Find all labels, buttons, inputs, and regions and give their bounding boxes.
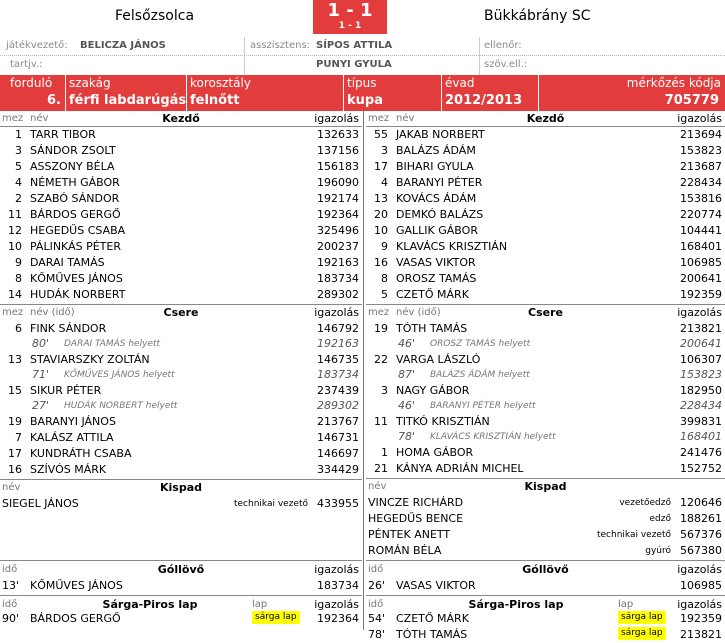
player-row — [0, 255, 362, 271]
player-id: 146792 — [317, 322, 359, 335]
col-header-id: igazolás — [677, 112, 722, 125]
bench-name: VINCZE RICHÁRD — [368, 496, 464, 509]
goals-header — [0, 562, 362, 578]
player-row — [0, 239, 362, 255]
player-name: KUNDRÁTH CSABA — [30, 447, 132, 460]
away-team-name: Bükkábrány SC — [484, 8, 591, 24]
sub-detail-row — [0, 398, 362, 414]
col-header-time: idő — [2, 564, 18, 575]
player-id: 200641 — [680, 272, 722, 285]
goals-header — [366, 562, 725, 578]
player-number: 5 — [381, 288, 388, 301]
player-id: 156183 — [317, 160, 359, 173]
sub-row — [0, 430, 362, 446]
col-header-name: név — [368, 481, 387, 492]
sub-minute: 71' — [32, 368, 50, 381]
player-id: 213687 — [680, 160, 722, 173]
info-branch: szakág férfi labdarúgás — [66, 75, 187, 111]
player-id: 213767 — [317, 415, 359, 428]
referee-label: játékvezető: — [6, 40, 68, 51]
card-player: BÁRDOS GERGŐ — [30, 612, 121, 625]
sub-replaced-note: KLAVÁCS KRISZTIÁN helyett — [430, 432, 556, 442]
section-title-goals: Góllövő — [157, 563, 205, 576]
card-row — [366, 627, 725, 643]
player-name: NAGY GÁBOR — [396, 384, 470, 397]
player-name: KÁNYA ADRIÁN MICHEL — [396, 462, 524, 475]
assistant2-name: PUNYI GYULA — [316, 59, 392, 70]
bench-header — [366, 479, 725, 495]
player-id: 220774 — [680, 208, 722, 221]
bench-name: ROMÁN BÉLA — [368, 544, 442, 557]
player-number: 13 — [374, 192, 388, 205]
col-header-name: név — [396, 113, 415, 124]
player-row — [366, 287, 725, 303]
player-id: 146735 — [317, 353, 359, 366]
player-name: BALÁZS ÁDÁM — [396, 144, 476, 157]
player-name: STAVIARSZKY ZOLTÁN — [30, 353, 150, 366]
player-row — [0, 271, 362, 287]
player-id: 182950 — [680, 384, 722, 397]
match-info-bar — [0, 75, 725, 111]
sub-row — [0, 446, 362, 462]
bench-row — [366, 543, 725, 559]
player-id: 137156 — [317, 144, 359, 157]
player-id: 399831 — [680, 415, 722, 428]
sub-replaced-id: 153823 — [680, 368, 722, 381]
player-number: 12 — [8, 224, 22, 237]
sub-row — [366, 352, 725, 368]
score-box — [313, 0, 387, 34]
section-title-starters: Kezdő — [526, 112, 565, 125]
sub-row — [366, 321, 725, 337]
player-id: 106985 — [680, 256, 722, 269]
player-name: PÁLINKÁS PÉTER — [30, 240, 121, 253]
player-name: VASAS VIKTOR — [396, 256, 476, 269]
goal-scorer: KŐMŰVES JÁNOS — [30, 579, 123, 592]
col-header-mez: mez — [368, 307, 390, 318]
bench-role: technikai vezető — [596, 530, 671, 540]
player-name: SZABÓ SÁNDOR — [30, 192, 120, 205]
sub-row — [366, 414, 725, 430]
halftime-score: 1 - 1 — [338, 21, 362, 31]
player-name: SÁNDOR ZSOLT — [30, 144, 116, 157]
player-number: 15 — [8, 384, 22, 397]
card-minute: 54' — [368, 612, 386, 625]
player-number: 3 — [381, 144, 388, 157]
player-id: 289302 — [317, 288, 359, 301]
goal-scorer-id: 183734 — [317, 579, 359, 592]
section-title-bench: Kispad — [524, 480, 567, 493]
assistant-label: asszisztens: — [250, 40, 311, 51]
card-minute: 90' — [2, 612, 20, 625]
player-name: BARANYI PÉTER — [396, 176, 483, 189]
col-header-id: igazolás — [314, 306, 359, 319]
sub-row — [0, 352, 362, 368]
sub-row — [0, 414, 362, 430]
section-title-starters: Kezdő — [162, 112, 200, 125]
officials-block — [0, 37, 725, 75]
card-player: TÓTH TAMÁS — [396, 628, 468, 641]
col-header-id: igazolás — [677, 598, 722, 611]
player-number: 1 — [15, 128, 22, 141]
yellow-card-badge: sárga lap — [618, 611, 666, 624]
sub-replaced-id: 183734 — [317, 368, 359, 381]
player-name: KALÁSZ ATTILA — [30, 431, 114, 444]
bench-id: 120646 — [680, 496, 722, 509]
player-id: 241476 — [680, 446, 722, 459]
player-number: 16 — [374, 256, 388, 269]
sub-minute: 46' — [398, 399, 416, 412]
col-header-name-time: név (idő) — [396, 307, 441, 318]
player-name: OROSZ TAMÁS — [396, 272, 477, 285]
player-name: TITKÓ KRISZTIÁN — [396, 415, 490, 428]
bench-name: HEGEDŰS BENCE — [368, 512, 464, 525]
section-title-bench: Kispad — [159, 481, 202, 494]
col-header-card: lap — [618, 599, 634, 610]
final-score: 1 - 1 — [327, 0, 373, 21]
goal-row — [366, 578, 725, 594]
player-id: 192174 — [317, 192, 359, 205]
controller-label: ellenőr: — [484, 40, 522, 51]
player-number: 14 — [8, 288, 22, 301]
player-number: 10 — [8, 240, 22, 253]
bench-row — [366, 495, 725, 511]
player-number: 6 — [15, 322, 22, 335]
player-id: 237439 — [317, 384, 359, 397]
player-name: BÁRDOS GERGŐ — [30, 208, 121, 221]
bench-header — [0, 480, 362, 496]
sub-replaced-id: 192163 — [317, 337, 359, 350]
col-header-mez: mez — [2, 113, 24, 124]
player-id: 192163 — [317, 256, 359, 269]
goal-minute: 26' — [368, 579, 386, 592]
player-name: BIHARI GYULA — [396, 160, 474, 173]
sub-row — [0, 383, 362, 399]
tartjv-label: tartjv.: — [10, 59, 43, 70]
player-number: 3 — [15, 144, 22, 157]
away-panel — [366, 111, 725, 641]
player-number: 19 — [8, 415, 22, 428]
card-player-id: 192364 — [317, 612, 359, 625]
player-name: DARAI TAMÁS — [30, 256, 105, 269]
col-header-id: igazolás — [314, 563, 359, 576]
player-id: 106307 — [680, 353, 722, 366]
player-row — [0, 207, 362, 223]
info-type: típus kupa — [344, 75, 442, 111]
player-number: 9 — [381, 240, 388, 253]
player-name: TÓTH TAMÁS — [396, 322, 468, 335]
bench-row — [0, 496, 362, 512]
player-number: 17 — [374, 160, 388, 173]
bench-id: 567380 — [680, 544, 722, 557]
sub-replaced-note: OROSZ TAMÁS helyett — [430, 339, 531, 349]
bench-role: technikai vezető — [233, 499, 308, 509]
player-id: 228434 — [680, 176, 722, 189]
player-number: 9 — [15, 256, 22, 269]
player-row — [366, 191, 725, 207]
player-id: 200237 — [317, 240, 359, 253]
player-number: 22 — [374, 353, 388, 366]
home-panel — [0, 111, 362, 630]
sub-row — [0, 462, 362, 478]
info-season: évad 2012/2013 — [442, 75, 539, 111]
player-number: 10 — [374, 224, 388, 237]
sub-replaced-id: 168401 — [680, 430, 722, 443]
col-header-time: idő — [368, 564, 384, 575]
col-header-card: lap — [252, 599, 268, 610]
sub-replaced-note: DARAI TAMÁS helyett — [64, 339, 160, 349]
player-row — [366, 127, 725, 143]
player-id: 192359 — [680, 288, 722, 301]
player-name: FINK SÁNDOR — [30, 322, 107, 335]
sub-minute: 78' — [398, 430, 416, 443]
player-id: 104441 — [680, 224, 722, 237]
subs-header — [0, 305, 362, 321]
player-name: KLAVÁCS KRISZTIÁN — [396, 240, 508, 253]
player-number: 20 — [374, 208, 388, 221]
player-row — [0, 191, 362, 207]
player-number: 4 — [15, 176, 22, 189]
sub-replaced-note: BALÁZS ÁDÁM helyett — [430, 370, 530, 380]
col-header-id: igazolás — [677, 563, 722, 576]
player-name: JAKAB NORBERT — [396, 128, 485, 141]
player-row — [366, 239, 725, 255]
player-id: 132633 — [317, 128, 359, 141]
bench-row — [366, 511, 725, 527]
player-name: CZETŐ MÁRK — [396, 288, 469, 301]
player-id: 153823 — [680, 144, 722, 157]
card-player-id: 213821 — [680, 628, 722, 641]
player-name: KŐMŰVES JÁNOS — [30, 272, 123, 285]
player-number: 4 — [381, 176, 388, 189]
player-name: HEGEDŰS CSABA — [30, 224, 126, 237]
player-row — [0, 143, 362, 159]
player-name: DEMKÓ BALÁZS — [396, 208, 484, 221]
bench-id: 567376 — [680, 528, 722, 541]
player-row — [366, 255, 725, 271]
col-header-mez: mez — [2, 307, 24, 318]
player-number: 1 — [381, 446, 388, 459]
sub-detail-row — [366, 398, 725, 414]
bench-id: 433955 — [317, 497, 359, 510]
player-name: SZÍVÓS MÁRK — [30, 463, 107, 476]
section-title-subs: Csere — [163, 306, 199, 319]
player-id: 334429 — [317, 463, 359, 476]
player-row — [0, 127, 362, 143]
player-number: 11 — [374, 415, 388, 428]
goal-row — [0, 578, 362, 594]
sub-replaced-note: BARANYI PÉTER helyett — [430, 401, 536, 411]
card-minute: 78' — [368, 628, 386, 641]
player-name: HUDÁK NORBERT — [30, 288, 126, 301]
sub-detail-row — [366, 429, 725, 445]
player-number: 3 — [381, 384, 388, 397]
player-number: 17 — [8, 447, 22, 460]
player-id: 152752 — [680, 462, 722, 475]
player-number: 13 — [8, 353, 22, 366]
player-id: 153816 — [680, 192, 722, 205]
bench-name: PÉNTEK ANETT — [368, 528, 451, 541]
player-number: 5 — [15, 160, 22, 173]
player-row — [366, 143, 725, 159]
player-number: 21 — [374, 462, 388, 475]
col-header-id: igazolás — [314, 112, 359, 125]
referee-name: BELICZA JÁNOS — [80, 40, 166, 51]
starters-header — [0, 111, 362, 127]
sub-detail-row — [0, 336, 362, 352]
player-id: 213694 — [680, 128, 722, 141]
sub-minute: 87' — [398, 368, 416, 381]
player-id: 146697 — [317, 447, 359, 460]
sub-row — [366, 445, 725, 461]
player-name: VARGA LÁSZLÓ — [396, 353, 481, 366]
info-match-code: mérkőzés kódja 705779 — [626, 76, 721, 108]
bench-row — [366, 527, 725, 543]
player-name: KOVÁCS ÁDÁM — [396, 192, 477, 205]
bench-id: 188261 — [680, 512, 722, 525]
player-name: BARANYI JÁNOS — [30, 415, 116, 428]
sub-replaced-id: 200641 — [680, 337, 722, 350]
player-number: 19 — [374, 322, 388, 335]
sub-minute: 46' — [398, 337, 416, 350]
sub-row — [366, 383, 725, 399]
sub-replaced-note: HUDÁK NORBERT helyett — [64, 401, 178, 411]
bench-role: vezetőedző — [619, 498, 671, 508]
sub-row — [366, 461, 725, 477]
starters-header — [366, 111, 725, 127]
sub-detail-row — [366, 367, 725, 383]
card-player-id: 192359 — [680, 612, 722, 625]
info-age-group: korosztály felnőtt — [187, 75, 344, 111]
player-row — [0, 175, 362, 191]
yellow-card-badge: sárga lap — [618, 627, 666, 640]
sub-replaced-id: 289302 — [317, 399, 359, 412]
player-number: 11 — [8, 208, 22, 221]
player-row — [0, 159, 362, 175]
sub-detail-row — [0, 367, 362, 383]
player-number: 8 — [381, 272, 388, 285]
player-name: ASSZONY BÉLA — [30, 160, 115, 173]
goal-scorer: VASAS VIKTOR — [396, 579, 476, 592]
player-number: 16 — [8, 463, 22, 476]
player-row — [0, 223, 362, 239]
sub-replaced-id: 228434 — [680, 399, 722, 412]
yellow-card-badge: sárga lap — [252, 611, 300, 624]
card-player: CZETŐ MÁRK — [396, 612, 469, 625]
player-name: GALLIK GÁBOR — [396, 224, 478, 237]
player-name: HOMA GÁBOR — [396, 446, 474, 459]
player-name: NÉMETH GÁBOR — [30, 176, 120, 189]
info-round: forduló 6. — [0, 75, 66, 111]
bench-role: gyúró — [645, 546, 671, 556]
player-id: 192364 — [317, 208, 359, 221]
sub-minute: 27' — [32, 399, 50, 412]
player-id: 146731 — [317, 431, 359, 444]
player-id: 168401 — [680, 240, 722, 253]
section-title-cards: Sárga-Piros lap — [102, 598, 198, 611]
player-id: 325496 — [317, 224, 359, 237]
col-header-id: igazolás — [677, 306, 722, 319]
col-header-name: név — [30, 113, 49, 124]
player-id: 183734 — [317, 272, 359, 285]
bench-role: edző — [649, 514, 671, 524]
goal-minute: 13' — [2, 579, 20, 592]
player-id: 196090 — [317, 176, 359, 189]
player-row — [366, 207, 725, 223]
section-title-cards: Sárga-Piros lap — [468, 598, 564, 611]
bench-name: SIEGEL JÁNOS — [2, 497, 79, 510]
player-row — [366, 271, 725, 287]
player-number: 55 — [374, 128, 388, 141]
player-row — [366, 159, 725, 175]
col-header-id: igazolás — [314, 598, 359, 611]
sub-minute: 80' — [32, 337, 50, 350]
player-name: TARR TIBOR — [30, 128, 96, 141]
card-row — [0, 611, 362, 627]
player-row — [0, 287, 362, 303]
col-header-time: idő — [2, 599, 18, 610]
player-name: SIKUR PÉTER — [30, 384, 102, 397]
player-number: 7 — [15, 431, 22, 444]
assistant1-name: SÍPOS ATTILA — [316, 40, 393, 51]
col-header-time: idő — [368, 599, 384, 610]
col-header-mez: mez — [368, 113, 390, 124]
subs-header — [366, 305, 725, 321]
player-row — [366, 223, 725, 239]
sub-replaced-note: KŐMŰVES JÁNOS helyett — [64, 370, 175, 380]
goal-scorer-id: 106985 — [680, 579, 722, 592]
szov-label: szöv.ell.: — [484, 59, 528, 70]
col-header-name: név — [2, 482, 21, 493]
player-number: 2 — [15, 192, 22, 205]
sub-row — [0, 321, 362, 337]
player-row — [366, 175, 725, 191]
col-header-name-time: név (idő) — [30, 307, 75, 318]
player-number: 8 — [15, 272, 22, 285]
section-title-subs: Csere — [528, 306, 563, 319]
home-team-name: Felsőzsolca — [115, 8, 195, 24]
section-title-goals: Góllövő — [522, 563, 569, 576]
sub-detail-row — [366, 336, 725, 352]
card-row — [366, 611, 725, 627]
player-id: 213821 — [680, 322, 722, 335]
